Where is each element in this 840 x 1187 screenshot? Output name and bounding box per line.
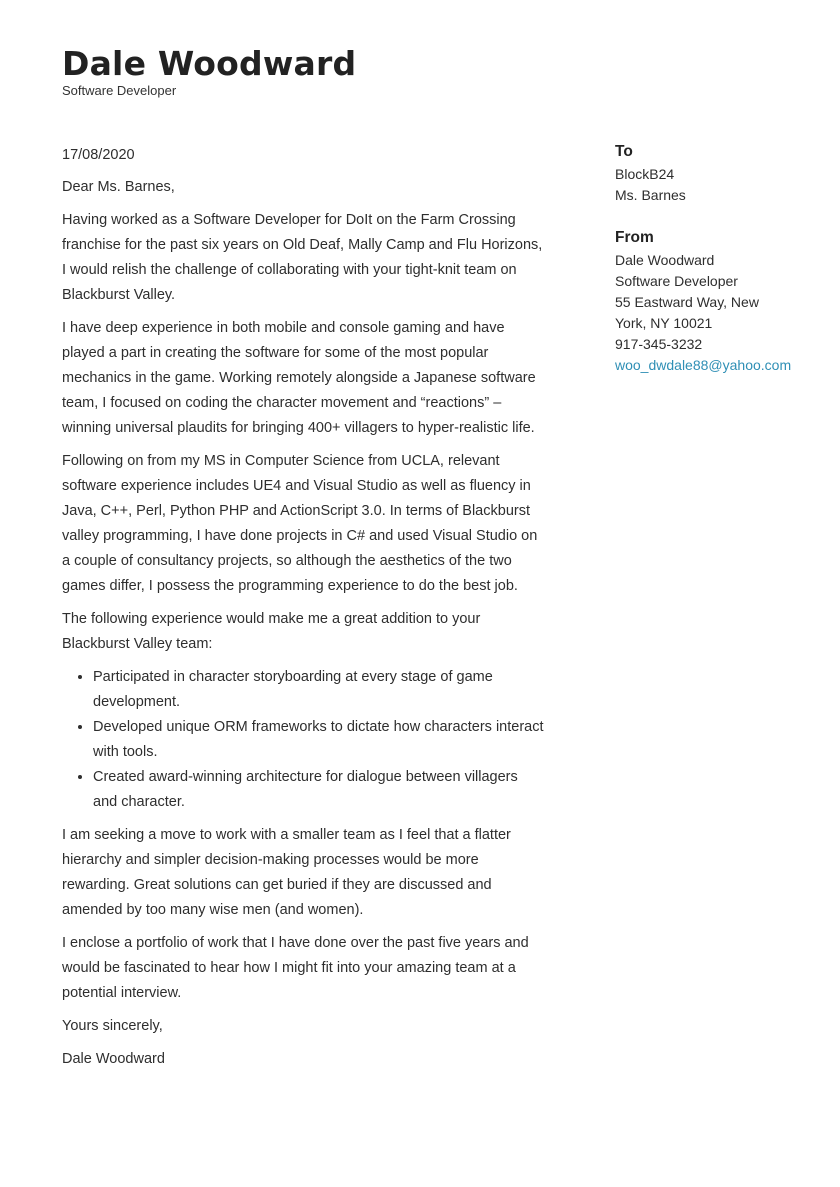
letter-greeting: Dear Ms. Barnes, — [62, 179, 175, 195]
experience-item: • Developed unique ORM frameworks to dictate how characters interact with tools. — [93, 715, 544, 765]
experience-item: • Created award-winning architecture for dialogue between villagers and character. — [93, 765, 544, 815]
sender-name: Dale Woodward — [615, 252, 715, 268]
sender-email-link[interactable]: woo_dwdale88@yahoo.com — [615, 357, 792, 373]
experience-list — [62, 665, 544, 815]
applicant-title: Software Developer — [62, 83, 177, 98]
sender-address-line2: York, NY 10021 — [615, 315, 713, 331]
letter-paragraph: I am seeking a move to work with a smaller team as I feel that a flatter hierarchy and simpler decision-making processes would be more rewarding. Great solutions can get buried if they are discussed and amended by too many wise men (and women). — [62, 827, 511, 918]
sender-address-line1: 55 Eastward Way, New — [615, 294, 759, 310]
letter-signature: Dale Woodward — [62, 1051, 165, 1067]
from-heading: From — [615, 229, 654, 246]
letter-sign-off: Yours sincerely, — [62, 1018, 163, 1034]
recipient-name: Ms. Barnes — [615, 187, 686, 203]
letter-paragraph: I have deep experience in both mobile and console gaming and have played a part in creating the software for some of the most popular mechanics in the game. Working remotely alongside a Japanese software team, I focused on coding the character movement and “reactions” – winning universal plaudits for bringing 400+ villagers to hyper-realistic life. — [62, 320, 536, 436]
letter-paragraph: Having worked as a Software Developer for DoIt on the Farm Crossing franchise for the past six years on Old Deaf, Mally Camp and Flu Horizons, I would relish the challenge of collaborating with your tight-knit team on Blackburst Valley. — [62, 212, 543, 303]
applicant-name: Dale Woodward — [62, 44, 357, 83]
letter-paragraph: Following on from my MS in Computer Science from UCLA, relevant software experience includes UE4 and Visual Studio as well as fluency in Java, C++, Perl, Python PHP and ActionScript 3.0. In terms of Blackburst valley programming, I have done projects in C# and used Visual Studio on a couple of consultancy projects, so although the aesthetics of the two games differ, I possess the programming experience to do the best job. — [62, 453, 538, 594]
letter-date: 17/08/2020 — [62, 147, 135, 163]
recipient-company: BlockB24 — [615, 166, 675, 182]
sender-title: Software Developer — [615, 273, 738, 289]
letter-body — [62, 143, 544, 1080]
to-heading: To — [615, 143, 633, 160]
experience-item: • Participated in character storyboarding at every stage of game development. — [93, 665, 544, 715]
letter-paragraph: I enclose a portfolio of work that I have done over the past five years and would be fascinated to hear how I might fit into your amazing team at a potential interview. — [62, 935, 529, 1001]
letter-paragraph: The following experience would make me a great addition to your Blackburst Valley team: — [62, 611, 481, 652]
contact-sidebar — [615, 141, 825, 376]
sender-phone: 917-345-3232 — [615, 336, 703, 352]
